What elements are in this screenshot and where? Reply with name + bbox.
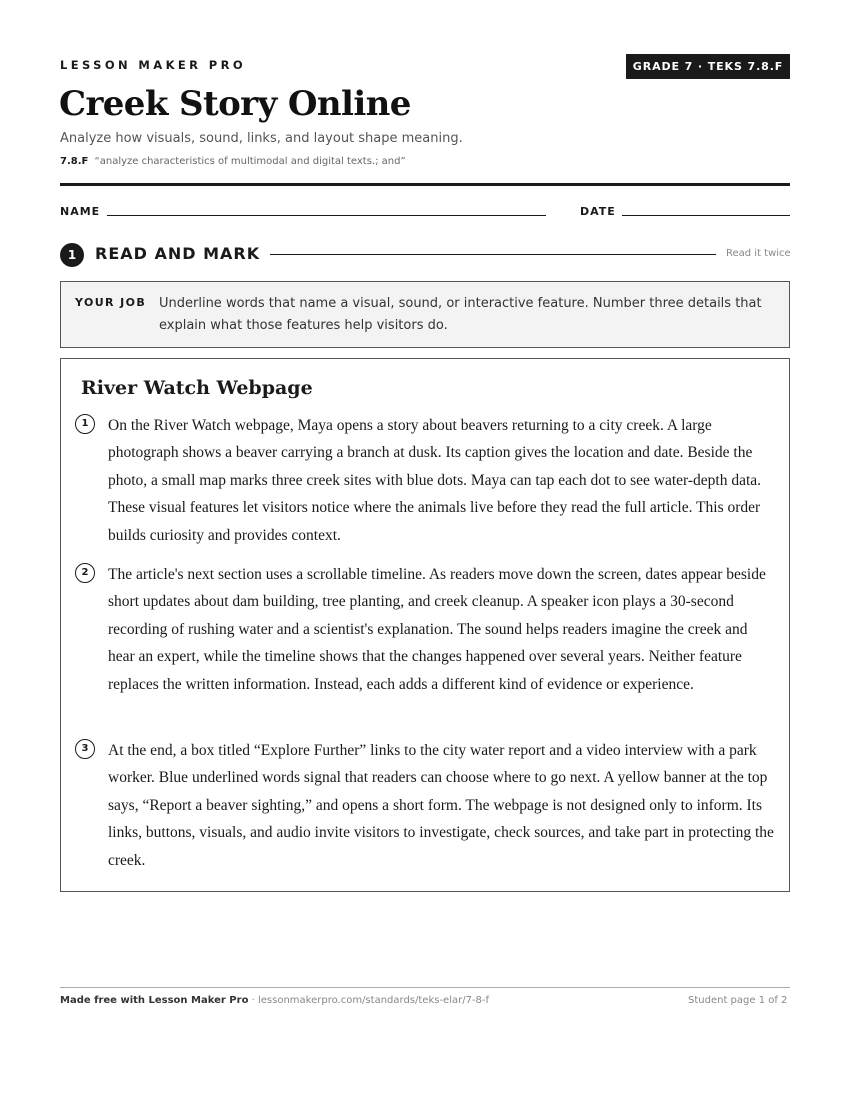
name-label: NAME — [60, 205, 101, 218]
reading-passage — [60, 358, 790, 892]
your-job-box — [60, 281, 790, 348]
standard-quote: “analyze characteristics of multimodal and digital texts.; and” — [94, 156, 406, 167]
footer-divider — [60, 987, 790, 988]
grade-standard-badge: GRADE 7 · TEKS 7.8.F — [626, 54, 790, 79]
passage-paragraph: On the River Watch webpage, Maya opens a story about beavers returning to a city creek. A large photograph shows a beaver carrying a branch at dusk. Its caption gives the location and date. Beside the photo, a small map marks three creek sites with blue dots. Maya can tap each dot to see water-depth data. These visual features let visitors notice where the animals live before they read the full article. This order builds curiosity and provides context. — [108, 417, 762, 544]
section-note: Read it twice — [726, 248, 791, 259]
section-divider — [270, 254, 716, 255]
passage-paragraph: The article's next section uses a scrollable timeline. As readers move down the screen, dates appear beside short updates about dam building, tree planting, and creek cleanup. A speaker icon plays a 30-second recording of rushing water and a scientist's explanation. The sound helps readers imagine the creek and hear an expert, while the timeline shows that the changes happened over several years. Neither feature replaces the written information. Instead, each adds a different kind of evidence or experience. — [108, 566, 766, 693]
paragraph-number: 2 — [75, 563, 95, 583]
section-title: READ AND MARK — [95, 244, 261, 263]
brand-name: LESSON MAKER PRO — [60, 58, 247, 72]
page-title: Creek Story Online — [59, 84, 411, 124]
paragraph-number: 1 — [75, 414, 95, 434]
passage-title: River Watch Webpage — [81, 377, 313, 399]
footer-credit — [60, 995, 489, 1006]
footer-link[interactable]: · lessonmakerpro.com/standards/teks-elar/7-8-f — [248, 995, 490, 1006]
header-divider — [60, 183, 790, 186]
your-job-label: YOUR JOB — [75, 296, 147, 309]
date-label: DATE — [580, 205, 616, 218]
section-number: 1 — [60, 243, 84, 267]
passage-paragraph: At the end, a box titled “Explore Further” links to the city water report and a video interview with a park worker. Blue underlined words signal that readers can choose where to go next. A yellow banner at the top says, “Report a beaver sighting,” and opens a short form. The webpage is not designed only to inform. Its links, buttons, visuals, and audio invite visitors to investigate, check sources, and take part in protecting the creek. — [108, 742, 774, 869]
standard-line — [60, 156, 406, 167]
name-field[interactable] — [107, 215, 546, 216]
page-subtitle: Analyze how visuals, sound, links, and layout shape meaning. — [60, 131, 463, 146]
date-field[interactable] — [622, 215, 790, 216]
paragraph-number: 3 — [75, 739, 95, 759]
footer-page-number: Student page 1 of 2 — [688, 995, 788, 1006]
footer-made-with: Made free with Lesson Maker Pro — [60, 995, 249, 1006]
your-job-text: Underline words that name a visual, sound, or interactive feature. Number three details that explain what those features help visitors do. — [159, 296, 762, 333]
standard-code: 7.8.F — [60, 156, 89, 167]
